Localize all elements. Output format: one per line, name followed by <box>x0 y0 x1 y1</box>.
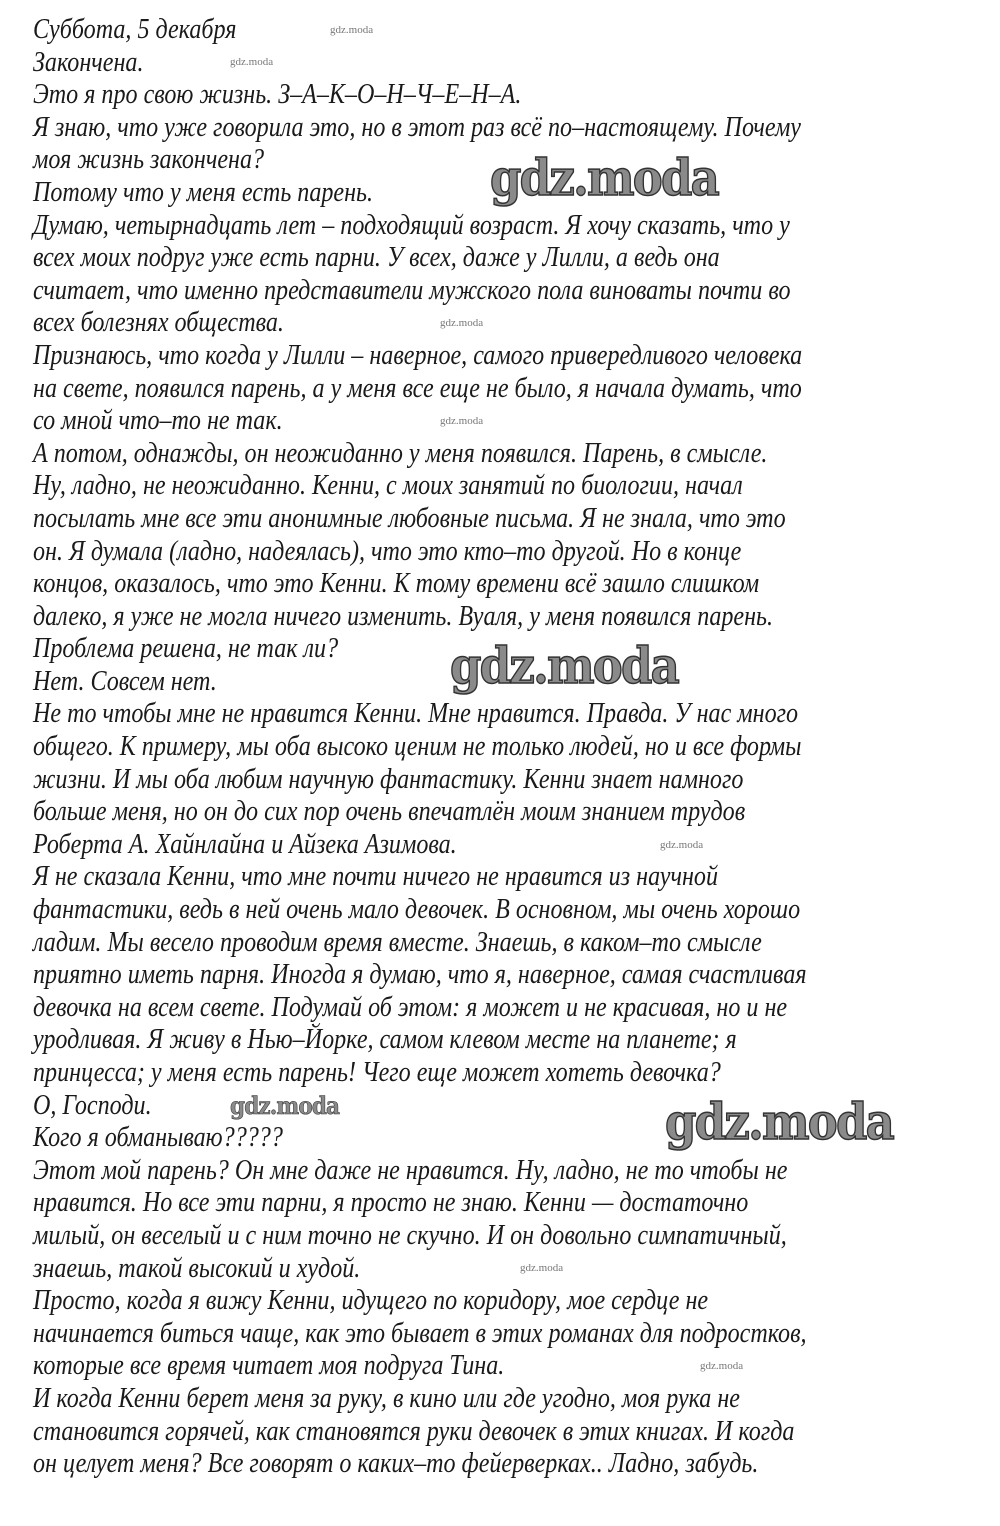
watermark-small: gdz.moda <box>330 24 374 36</box>
watermark-medium: gdz.moda <box>230 1091 340 1120</box>
watermark-small: gdz.moda <box>440 415 484 427</box>
text-line: нравится. Но все эти парни, я просто не знаю. Кенни — достаточно <box>33 1187 749 1219</box>
text-line: Не то чтобы мне не нравится Кенни. Мне нравится. Правда. У нас много <box>33 698 799 730</box>
text-line: знаешь, такой высокий и худой. <box>33 1252 361 1284</box>
text-line: которые все время читает моя подруга Тина. <box>33 1350 505 1382</box>
text-line: А потом, однажды, он неожиданно у меня появился. Парень, в смысле. <box>33 437 768 469</box>
text-line: Закончена. <box>33 46 144 78</box>
text-line: начинается биться чаще, как это бывает в этих романах для подростков, <box>33 1317 807 1349</box>
watermark-small: gdz.moda <box>660 839 704 851</box>
watermark-small: gdz.moda <box>230 56 274 68</box>
text-line: девочка на всем свете. Подумай об этом: я может и не красивая, но и не <box>33 991 788 1023</box>
text-line: милый, он веселый и с ним точно не скучно. И он довольно симпатичный, <box>33 1219 787 1251</box>
document-text <box>33 14 933 1481</box>
text-line: Я не сказала Кенни, что мне почти ничего не нравится из научной <box>33 861 718 893</box>
watermark-small: gdz.moda <box>440 317 484 329</box>
text-line: становится горячей, как становятся руки девочек в этих книгах. И когда <box>33 1415 795 1447</box>
text-line: Это я про свою жизнь. З–А–К–О–Н–Ч–Е–Н–А. <box>33 79 522 111</box>
text-line: моя жизнь закончена? <box>33 144 265 176</box>
text-line: на свете, появился парень, а у меня все еще не было, я начала думать, что <box>33 372 802 404</box>
text-line: уродливая. Я живу в Нью–Йорке, самом клевом месте на планете; я <box>33 1024 737 1056</box>
text-line: Просто, когда я вижу Кенни, идущего по коридору, мое сердце не <box>33 1285 709 1317</box>
text-line: Я знаю, что уже говорила это, но в этот раз всё по–настоящему. Почему <box>33 111 802 143</box>
text-line: жизни. И мы оба любим научную фантастику. Кенни знает намного <box>33 763 744 795</box>
text-line: Роберта А. Хайнлайна и Айзека Азимова. <box>33 828 457 860</box>
text-line: О, Господи. <box>33 1089 152 1121</box>
watermark-large: gdz.moda <box>665 1092 894 1151</box>
text-line: Суббота, 5 декабря <box>33 14 237 45</box>
watermark-small: gdz.moda <box>700 1360 744 1372</box>
text-line: далеко, я уже не могла ничего изменить. Вуаля, у меня появился парень. <box>33 600 774 632</box>
text-line: Признаюсь, что когда у Лилли – наверное, самого привередливого человека <box>33 339 803 371</box>
watermark-small: gdz.moda <box>520 1262 564 1274</box>
text-line: фантастики, ведь в ней очень мало девочек. В основном, мы очень хорошо <box>33 894 801 926</box>
text-line: Нет. Совсем нет. <box>33 665 217 697</box>
text-line: общего. К примеру, мы оба высоко ценим не только людей, но и все формы <box>33 731 802 763</box>
watermark-large: gdz.moda <box>490 148 719 207</box>
text-line: концов, оказалось, что это Кенни. К тому времени всё зашло слишком <box>33 568 760 600</box>
text-line: Проблема решена, не так ли? <box>33 633 339 665</box>
text-line: Потому что у меня есть парень. <box>33 176 374 208</box>
text-line: Этот мой парень? Он мне даже не нравится. Ну, ладно, не то чтобы не <box>33 1154 788 1186</box>
text-line: он целует меня? Все говорят о каких–то фейерверках.. Ладно, забудь. <box>33 1448 759 1480</box>
text-line: И когда Кенни берет меня за руку, в кино или где угодно, моя рука не <box>33 1382 741 1414</box>
text-line: всех болезнях общества. <box>33 307 284 339</box>
text-line: Кого я обманываю????? <box>33 1122 283 1154</box>
text-line: Ну, ладно, не неожиданно. Кенни, с моих занятий по биологии, начал <box>33 470 743 502</box>
text-line: он. Я думала (ладно, надеялась), что это кто–то другой. Но в конце <box>33 535 742 567</box>
watermark-large: gdz.moda <box>450 636 679 695</box>
text-line: со мной что–то не так. <box>33 405 283 437</box>
text-line: Думаю, четырнадцать лет – подходящий возраст. Я хочу сказать, что у <box>33 209 790 241</box>
text-line: всех моих подруг уже есть парни. У всех, даже у Лилли, а ведь она <box>33 242 720 274</box>
text-line: приятно иметь парня. Иногда я думаю, что я, наверное, самая счастливая <box>33 959 807 991</box>
text-line: считает, что именно представители мужского пола виноваты почти во <box>33 274 791 306</box>
text-line: ладим. Мы весело проводим время вместе. Знаешь, в каком–то смысле <box>33 926 762 958</box>
text-line: принцесса; у меня есть парень! Чего еще может хотеть девочка? <box>33 1057 721 1088</box>
text-line: больше меня, но он до сих пор очень впечатлён моим знанием трудов <box>33 796 746 828</box>
text-line: посылать мне все эти анонимные любовные письма. Я не знала, что это <box>33 502 786 534</box>
